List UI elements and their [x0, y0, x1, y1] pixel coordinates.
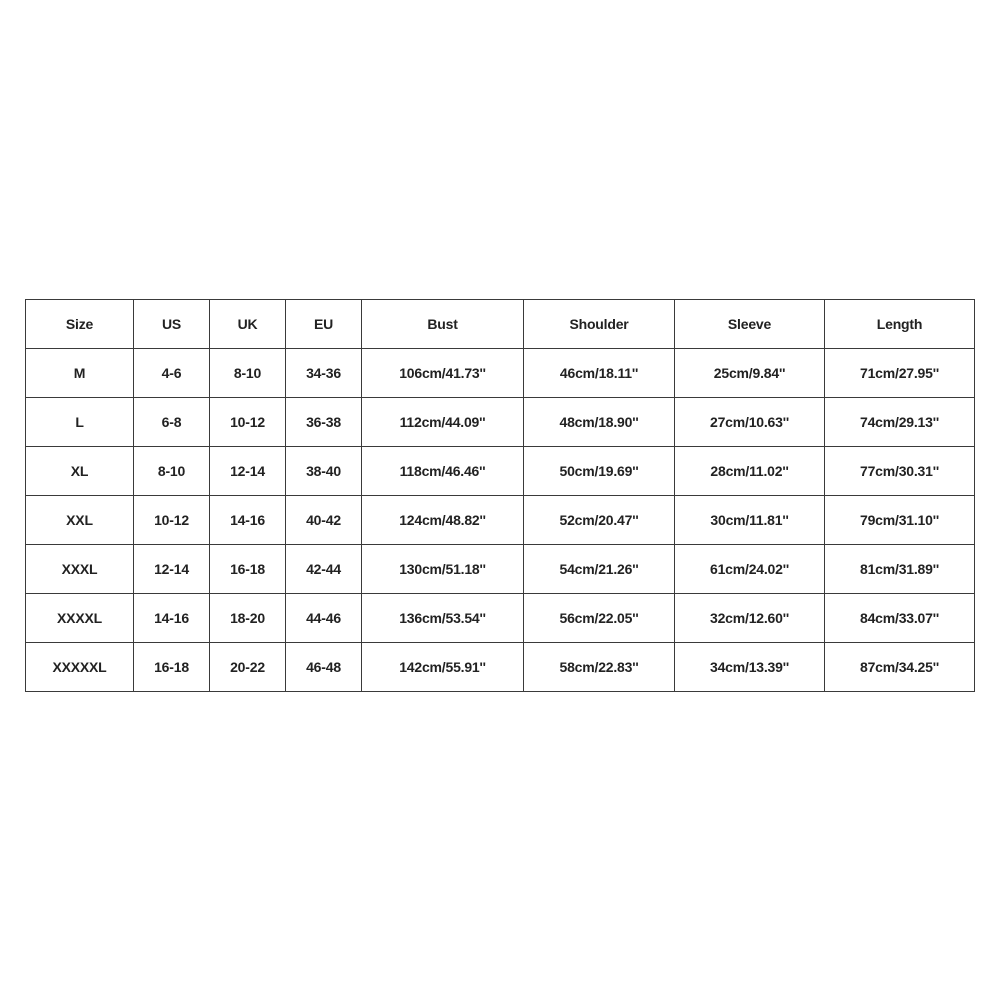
- cell-us: 10-12: [134, 496, 210, 545]
- cell-sleeve: 28cm/11.02'': [675, 447, 825, 496]
- table-row: [26, 643, 975, 692]
- header-uk: UK: [210, 300, 286, 349]
- cell-uk: 10-12: [210, 398, 286, 447]
- table-row: [26, 496, 975, 545]
- cell-sleeve: 61cm/24.02'': [675, 545, 825, 594]
- header-eu: EU: [286, 300, 362, 349]
- cell-size: XXXL: [26, 545, 134, 594]
- header-shoulder: Shoulder: [524, 300, 675, 349]
- cell-sleeve: 34cm/13.39'': [675, 643, 825, 692]
- cell-shoulder: 46cm/18.11'': [524, 349, 675, 398]
- cell-length: 77cm/30.31'': [825, 447, 975, 496]
- cell-us: 6-8: [134, 398, 210, 447]
- table-row: [26, 349, 975, 398]
- cell-size: XXXXL: [26, 594, 134, 643]
- cell-sleeve: 30cm/11.81'': [675, 496, 825, 545]
- cell-sleeve: 27cm/10.63'': [675, 398, 825, 447]
- cell-eu: 46-48: [286, 643, 362, 692]
- cell-us: 14-16: [134, 594, 210, 643]
- cell-length: 81cm/31.89'': [825, 545, 975, 594]
- cell-bust: 112cm/44.09'': [362, 398, 524, 447]
- cell-length: 87cm/34.25'': [825, 643, 975, 692]
- cell-shoulder: 54cm/21.26'': [524, 545, 675, 594]
- header-size: Size: [26, 300, 134, 349]
- cell-eu: 42-44: [286, 545, 362, 594]
- cell-size: XXXXXL: [26, 643, 134, 692]
- header-bust: Bust: [362, 300, 524, 349]
- cell-uk: 8-10: [210, 349, 286, 398]
- cell-bust: 106cm/41.73'': [362, 349, 524, 398]
- cell-eu: 38-40: [286, 447, 362, 496]
- cell-us: 4-6: [134, 349, 210, 398]
- cell-shoulder: 56cm/22.05'': [524, 594, 675, 643]
- cell-uk: 12-14: [210, 447, 286, 496]
- header-row: [26, 300, 975, 349]
- table-row: [26, 545, 975, 594]
- header-sleeve: Sleeve: [675, 300, 825, 349]
- cell-length: 84cm/33.07'': [825, 594, 975, 643]
- cell-length: 74cm/29.13'': [825, 398, 975, 447]
- header-us: US: [134, 300, 210, 349]
- cell-uk: 14-16: [210, 496, 286, 545]
- size-chart-table: [25, 299, 975, 692]
- cell-length: 71cm/27.95'': [825, 349, 975, 398]
- cell-shoulder: 52cm/20.47'': [524, 496, 675, 545]
- cell-size: XXL: [26, 496, 134, 545]
- cell-sleeve: 32cm/12.60'': [675, 594, 825, 643]
- cell-shoulder: 50cm/19.69'': [524, 447, 675, 496]
- cell-eu: 34-36: [286, 349, 362, 398]
- cell-size: M: [26, 349, 134, 398]
- cell-us: 12-14: [134, 545, 210, 594]
- cell-shoulder: 58cm/22.83'': [524, 643, 675, 692]
- cell-bust: 124cm/48.82'': [362, 496, 524, 545]
- cell-us: 16-18: [134, 643, 210, 692]
- cell-bust: 142cm/55.91'': [362, 643, 524, 692]
- cell-eu: 40-42: [286, 496, 362, 545]
- cell-eu: 44-46: [286, 594, 362, 643]
- cell-shoulder: 48cm/18.90'': [524, 398, 675, 447]
- cell-size: XL: [26, 447, 134, 496]
- header-length: Length: [825, 300, 975, 349]
- cell-uk: 18-20: [210, 594, 286, 643]
- cell-bust: 118cm/46.46'': [362, 447, 524, 496]
- cell-eu: 36-38: [286, 398, 362, 447]
- cell-uk: 16-18: [210, 545, 286, 594]
- table-row: [26, 447, 975, 496]
- table-row: [26, 398, 975, 447]
- cell-bust: 136cm/53.54'': [362, 594, 524, 643]
- cell-bust: 130cm/51.18'': [362, 545, 524, 594]
- cell-uk: 20-22: [210, 643, 286, 692]
- cell-sleeve: 25cm/9.84'': [675, 349, 825, 398]
- cell-us: 8-10: [134, 447, 210, 496]
- cell-length: 79cm/31.10'': [825, 496, 975, 545]
- cell-size: L: [26, 398, 134, 447]
- table-row: [26, 594, 975, 643]
